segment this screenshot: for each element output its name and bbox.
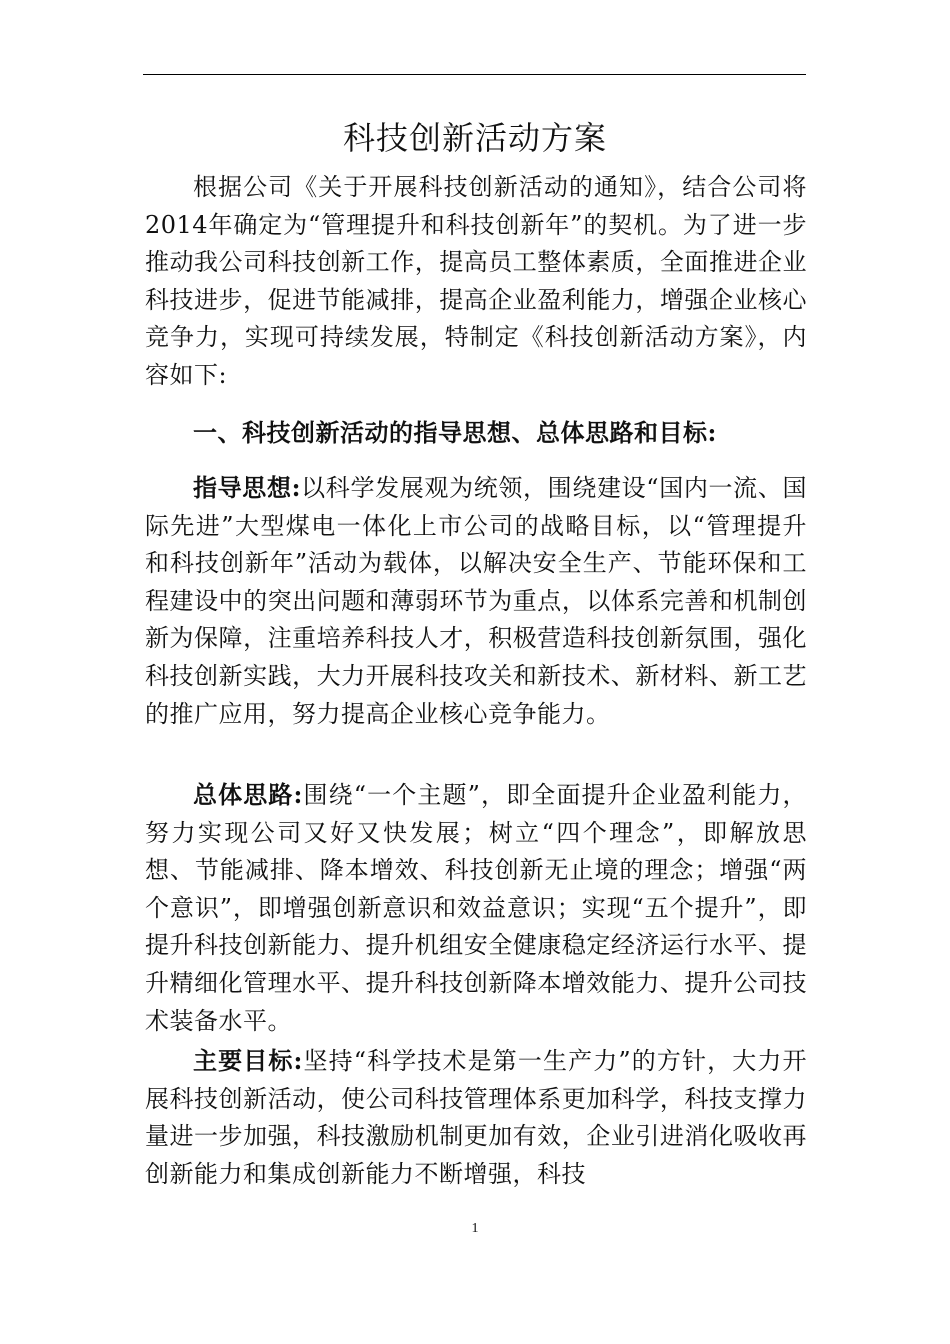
- overall-label: 总体思路:: [193, 780, 303, 809]
- goal-text-block: [145, 1042, 807, 1193]
- page-number: 1: [471, 1221, 479, 1236]
- document-title: 科技创新活动方案: [342, 119, 607, 157]
- intro-text: 根据公司《关于开展科技创新活动的通知》，结合公司将2014年确定为“管理提升和科技创新年”的契机。为了进一步推动我公司科技创新工作，提高员工整体素质，全面推进企业科技进步，促进节能减排，提高企业盈利能力，增强企业核心竞争力，实现可持续发展，特制定《科技创新活动方案》，内容如下:: [145, 173, 807, 389]
- goal-text: 坚持“科学技术是第一生产力”的方针，大力开展科技创新活动，使公司科技管理体系更加科学，科技支撑力量进一步加强，科技激励机制更加有效，企业引进消化吸收再创新能力和集成创新能力不断增强，科技: [145, 1047, 807, 1188]
- guiding-paragraph: [145, 469, 807, 733]
- overall-text: 围绕“一个主题”，即全面提升企业盈利能力，努力实现公司又好又快发展；树立“四个理念”，即解放思想、节能减排、降本增效、科技创新无止境的理念；增强“两个意识”，即增强创新意识和效益意识；实现“五个提升”，即提升科技创新能力、提升机组安全健康稳定经济运行水平、提升精细化管理水平、提升科技创新降本增效能力、提升公司技术装备水平。: [145, 781, 807, 1035]
- overall-paragraph: [145, 776, 807, 1040]
- goal-label: 主要目标:: [193, 1046, 303, 1075]
- overall-text-block: [145, 776, 807, 1040]
- guiding-text: 以科学发展观为统领，围绕建设“国内一流、国际先进”大型煤电一体化上市公司的战略目标，以“管理提升和科技创新年”活动为载体，以解决安全生产、节能环保和工程建设中的突出问题和薄弱环节为重点，以体系完善和机制创新为保障，注重培养科技人才，积极营造科技创新氛围，强化科技创新实践，大力开展科技攻关和新技术、新材料、新工艺的推广应用，努力提高企业核心竞争能力。: [145, 474, 807, 728]
- goal-paragraph: [145, 1042, 807, 1193]
- intro-paragraph: [145, 169, 807, 395]
- guiding-text-block: [145, 469, 807, 733]
- section-heading-1: 一、科技创新活动的指导思想、总体思路和目标:: [193, 418, 717, 447]
- header-rule: [143, 74, 806, 75]
- guiding-label: 指导思想:: [193, 473, 301, 502]
